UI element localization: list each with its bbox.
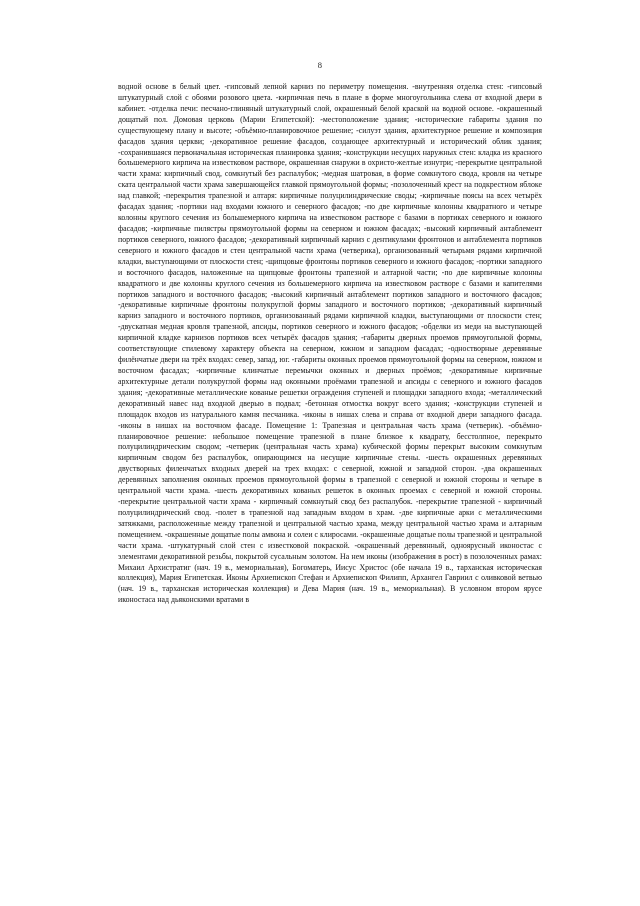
page-number: 8 xyxy=(317,60,323,70)
body-paragraph: водной основе в белый цвет. -гипсовый лепной карниз по периметру помещения. -внутренняя отделка стен: -гипсовый штукатурный слой с обоями розового цвета. -кирпичная печь в плане в форме многоугольника слева от входной двери в кабинет. -отделка печи: песчано-глиняный штукатурный слой, окрашенный белой краской на водной основе. -окрашенный дощатый пол. Домовая церковь (Марии Египетской): -местоположение здания; -исторические габариты здания по существующему плану и высоте; -объёмно-планировочное решение; -силуэт здания, архитектурное решение и композиция фасадов здания церкви; -декоративное решение фасадов, создающее архитектурный и исторический облик здания; -сохранившаяся первоначальная историческая планировка здания; -конструкции несущих наружных стен: кладка из красного большемерного кирпича на известковом растворе, окрашенная снаружи в охристо-желтые изнутри; -перекрытие центральной части храма: кирпичный свод, сомкнутый без распалубок; -медная шатровая, в форме сомкнутого свода, кровля на четыре ската центральной части храма завершающейся главкой прямоугольной формы; -позолоченный крест на подкрестном яблоке над главкой; -перекрытия трапезной и алтаря: кирпичные полуцилиндрические своды; -кирпичные поясы на всех четырёх фасадах здания; -портики над входами южного и северного фасадов; -по две кирпичные колонны квадратного и четыре колонны круглого сечения из большемерного кирпича на известковом растворе с базами в портиках северного и южного фасадов; -кирпичные пилястры прямоугольной формы на северном и южном фасадах; -высокий кирпичный антаблемент портиков северного, южного фасадов; -декоративный кирпичный карниз с дентикулами фронтонов и антаблемента портиков северного и южного фасадов и стен центральной части храма (четверика), организованный четырьмя рядами кирпичной кладки, выступающими от плоскости стен; -щипцовые фронтоны портиков северного и южного фасадов; -портики западного и восточного фасадов, наложенные на щипцовые фронтоны трапезной и алтарной части; -по две кирпичные колонны квадратного и две колонны круглого сечения из большемерного кирпича на известковом растворе с базами и капителями портиков западного и восточного фасадов; -высокий кирпичный антаблемент портиков западного и восточного фасадов; -декоративные кирпичные фронтоны полукруглой формы западного и восточного портиков; -декоративный кирпичный карниз западного и восточного портиков, организованный рядами кирпичной кладки, выступающими от плоскости стен; -двускатная медная кровля трапезной, апсиды, портиков северного и южного фасадов; -обделки из меди на выступающей кирпичной кладке карнизов портиков всех четырёх фасадов здания; -габариты дверных проемов прямоугольной формы, соответствующие стилевому характеру объекта на северном, южном и западном фасадах; -одностворные деревянные филёнчатые двери на трёх входах: север, запад, юг. -габариты оконных проемов прямоугольной формы на северном, южном и восточном фасадах; -кирпичные клинчатые перемычки оконных и дверных проёмов; -декоративные кирпичные архитектурные детали полукруглой формы над оконными проёмами трапезной и апсиды с северного и южного фасадов здания; -декоративные металлические кованые решетки ограждения ступеней и площадки западного входа; -металлический декоративный навес над входной дверью в подвал; -бетонная отмостка вокруг всего здания; -конструкции ступеней и площадок входов из натурального камня песчаника. -иконы в нишах слева и справа от входной двери западного фасада. -иконы в нишах на восточном фасаде. Помещение 1: Трапезная и центральная часть храма (четверик). -объёмно-планировочное решение: небольшое помещение трапезной в плане близкое к квадрату, бесстолпное, перекрыто полуцилиндрическим сводом; -четверик (центральная часть храма) кубической формы перекрыт высоким сомкнутым кирпичным сводом без распалубок, опирающимся на несущие кирпичные стены. -шесть окрашенных деревянных двустворных филенчатых входных дверей на трех входах: с северной, южной и западной сторон. -два окрашенных деревянных заполнения оконных проемов прямоугольной формы в трапезной с северной и южной стороны и четыре в центральной части храма. -шесть декоративных кованых решеток в оконных проемах с северной и южной стороны. -перекрытие центральной части храма - кирпичный сомкнутый свод без распалубок. -перекрытие трапезной - кирпичный полуцилиндрический свод. -полет в трапезной над западным входом в храм. -две кирпичные арки с металлическими затяжками, расположенные между трапезной и центральной частью храма, между центральной частью храма и алтарным помещением. -окрашенные дощатые полы амвона и солеи с клиросами. -окрашенные дощатые полы трапезной и центральной части храма. -штукатурный слой стен с известковой покраской. -окрашенный деревянный, одноярусный иконостас с элементами декоративной резьбы, покрытой сусальным золотом. На нем иконы (изображения в рост) в позолоченных рамах: Михаил Архистратиг (нач. 19 в., мемориальная), Богоматерь, Иисус Христос (обе начала 19 в., тарханская историческая коллекция), Мария Египетская. Иконы Архиепископ Стефан и Архиепископ Филипп, Архангел Гавриил с оливковой ветвью (нач. 19 в., тарханская историческая коллекция) и Дева Мария (нач. 19 в., мемориальная). В условном втором ярусе иконостаса над дьяконскими вратами в xyxy=(118,82,542,605)
document-body xyxy=(118,82,542,817)
